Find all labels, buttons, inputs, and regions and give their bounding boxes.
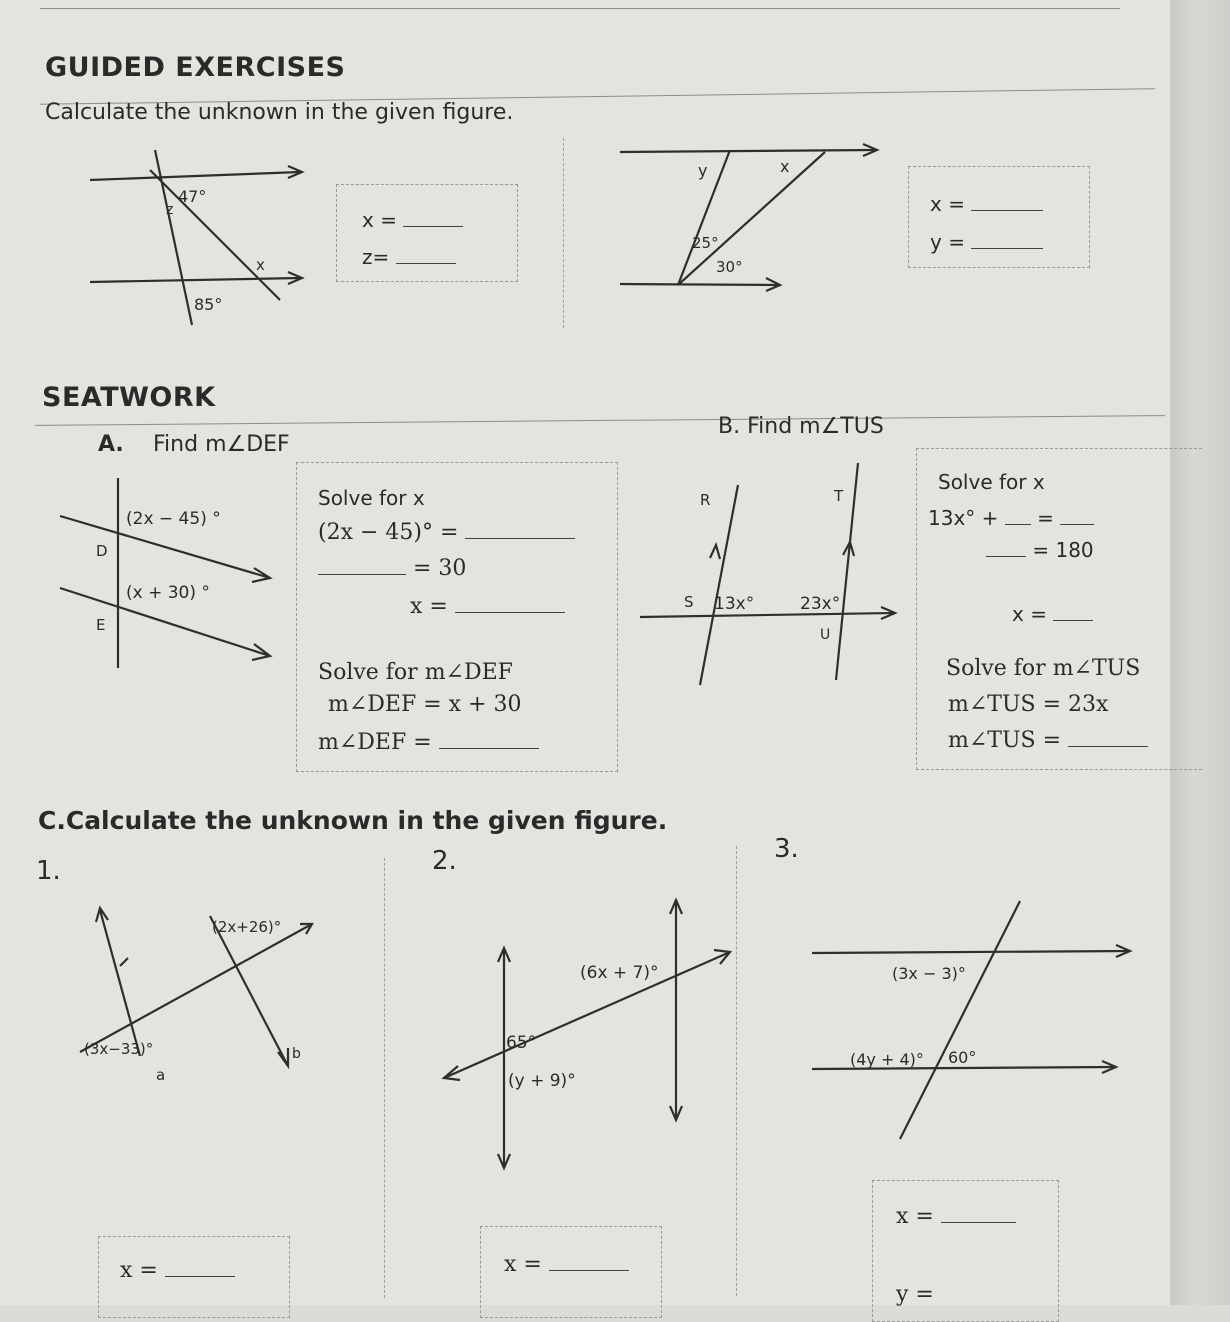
part-a-figure [60,478,290,678]
angle-label-x: x [256,256,265,274]
point-label-R: R [700,491,711,509]
part-c-number-3: 3. [774,834,799,864]
part-b-line-3: x = [1012,602,1093,626]
part-b-figure [640,455,910,690]
top-rule [40,8,1120,9]
answer-x-guided-2: x = [930,192,1043,216]
parallel-line-bottom [620,284,780,285]
arrowhead [710,545,720,559]
point-label-D: D [96,542,108,560]
point-label-E: E [96,616,106,634]
answer-y-guided-2: y = [930,230,1043,254]
angle-label-2: (x + 30) ° [126,583,210,603]
angle-label-2: (4y + 4)° [850,1050,924,1069]
answer-x-c2: x = [504,1252,629,1277]
part-c-divider-1 [384,858,385,1298]
angle-label-1: (2x+26)° [212,918,282,936]
parallel-line-top [90,172,300,180]
line-label-a: a [156,1066,166,1084]
angle-label-1: (6x + 7)° [580,963,659,983]
part-a-line-2: = 30 [318,556,466,581]
angle-label-bottom: 85° [194,295,223,314]
guided-figure-1 [80,140,320,340]
transversal [640,613,895,617]
part-a-solve-x-title: Solve for x [318,486,425,510]
part-c-figure-1 [60,896,360,1096]
answer-y-c3: y = [896,1282,934,1307]
angle-label-13x: 13x° [714,594,755,614]
part-a-line-3: x = [410,594,565,619]
angle-label-3: 60° [948,1048,977,1067]
guided-instruction: Calculate the unknown in the given figure. [45,100,514,125]
guided-heading: GUIDED EXERCISES [45,52,346,83]
part-b-solve-x-title: Solve for x [938,470,1045,494]
part-a-line-5: m∠DEF = [318,730,539,755]
part-a-find: Find m∠DEF [153,432,290,457]
angle-label-1: (2x − 45) ° [126,509,221,529]
angle-label-3: (y + 9)° [508,1071,576,1091]
parallel-line-top [620,150,875,152]
part-a-label: A. [98,432,124,457]
line-label-b: b [292,1046,301,1062]
transversal [900,901,1020,1139]
part-b-line-5: m∠TUS = [948,728,1148,753]
part-a-line-1: (2x − 45)° = [318,520,575,545]
angle-label-y: y [698,161,708,180]
part-c-figure-2 [440,890,740,1180]
angle-label-23x: 23x° [800,594,841,614]
part-b-line-1: 13x° + = [928,506,1094,530]
guided-figure-2 [620,140,890,300]
part-b-solve-tus-title: Solve for m∠TUS [946,656,1141,681]
part-c-number-1: 1. [36,856,61,886]
transversal [80,924,312,1052]
angle-label-top: 47° [178,187,207,206]
point-label-U: U [820,627,831,643]
part-b-line-4: m∠TUS = 23x [948,692,1109,717]
part-c-figure-3 [800,895,1140,1145]
answer-z-guided-1: z= [362,245,456,269]
answer-x-c3: x = [896,1204,1016,1229]
point-label-T: T [834,487,844,505]
part-b-find: B. Find m∠TUS [718,414,884,439]
parallel-line-top [812,951,1130,953]
seatwork-heading: SEATWORK [42,382,216,413]
angle-label-1: (3x − 3)° [892,964,966,983]
column-divider [563,138,564,328]
part-a-solve-def-title: Solve for m∠DEF [318,660,513,685]
point-label-S: S [684,593,694,611]
answer-x-guided-1: x = [362,208,463,232]
parallel-line-left [700,485,738,685]
part-b-line-2: = 180 [986,538,1094,562]
angle-label-2: (3x−33)° [84,1040,154,1058]
angle-label-x: x [780,157,790,176]
answer-x-c1: x = [120,1258,235,1283]
angle-label-z: z [166,202,174,218]
part-c-number-2: 2. [432,846,457,876]
tick-mark [120,958,128,966]
angle-label-b: 30° [716,258,743,276]
angle-label-a: 25° [692,234,719,252]
angle-label-2: 65° [506,1033,537,1053]
part-a-line-4: m∠DEF = x + 30 [328,692,522,717]
parallel-line-a [100,910,140,1056]
part-c-heading: C.Calculate the unknown in the given figure. [38,806,668,835]
parallel-line-b [210,916,288,1066]
parallel-line-bottom [90,278,300,282]
